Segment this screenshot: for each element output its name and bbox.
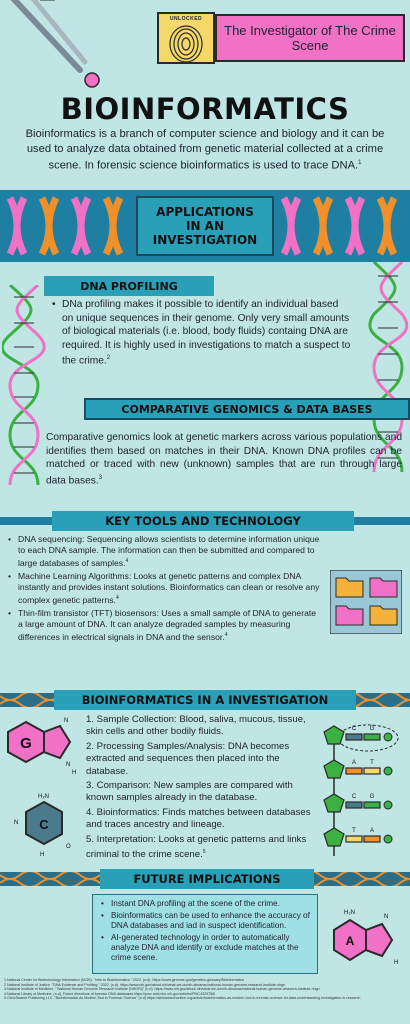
intro-paragraph	[14, 127, 396, 173]
dna-profiling-text: DNa profiling makes it possible to identify an individual based on unique sequences in their genome. Only very small amounts of biological materials (i.e. blood, body fluids) containg DNA are required. It is highly used in investigations to match a suspect to the crime.	[62, 299, 351, 367]
reference-item: 3.National Institute of Medicine. " National Human Genome Research Institute (NHGRI)" (n.d). https://www.nih.gov/about-nih/what-we-do/nih-almanac/national-human-genome-research-institute-nhgri	[4, 987, 320, 992]
bio-step	[86, 834, 312, 862]
key-tool-ref: 4	[224, 631, 228, 638]
pair-letter: C	[351, 726, 357, 732]
folders-icon	[330, 570, 402, 634]
applications-heading: APPLICATIONS IN AN INVESTIGATION	[152, 205, 258, 247]
guanine-atom-h: H	[72, 770, 77, 776]
key-tool-text: DNA sequencing: Sequencing allows scientists to determine information unique to each DNA sample. The information can then be submitted and compared to large databases of samples.	[18, 534, 320, 568]
bio-investigation-heading-box	[54, 690, 356, 710]
bio-investigation-steps-block	[86, 714, 312, 864]
future-item: • Bioinformatics can be used to enhance the accuracy of DNA databases and iad in suspect identification.	[101, 911, 311, 931]
dna-profiling-heading: DNA PROFILING	[80, 279, 178, 293]
guanine-label: G	[20, 735, 32, 752]
reference-item: 5.ClinicSearch Publishing LLC. "Bioinformatics As Modern Tool in Forensic Science" (n.d).https://clinicsearchonline.org/article/bioinformatics-as-modern-tool-in-forensic-science-for-data-understanding-investigation-in-research	[4, 996, 361, 1001]
reference-item: 4.National Library of Medicine. (n.d). Future directions of forensic DNA databases https://pmc.ncbi.nlm.nih.gov/articles/PMC4329756/	[4, 991, 216, 996]
guanine-molecule-icon	[0, 712, 80, 784]
dna-profiling-ref: 2	[106, 355, 111, 361]
comparative-text-block	[46, 431, 402, 487]
comparative-heading-box	[84, 398, 410, 420]
key-tool-text: Thin-film transistor (TFT) biosensors: Uses a small sample of DNA to generate a large amount of DNA. It can analyze degraded samples by measuring differences in electrical signals in DNA and the sensor.	[18, 607, 317, 642]
bio-step-text: 5. Interpretation: Looks at genetic patterns and links criminal to the crime scene.	[86, 833, 307, 861]
cytosine-atom-h: H	[40, 852, 45, 858]
key-tool-item	[8, 571, 320, 606]
header-tweezers-decoration	[0, 0, 120, 95]
comparative-ref: 3	[98, 474, 103, 481]
adenine-atom-h: H	[394, 960, 399, 966]
adenine-molecule-icon	[328, 904, 402, 974]
key-tool-text: Machine Learning Algorithms: Looks at genetic patterns and complex DNA instantly and provides instant solutions. Bioinformatics can clean or resolve any complex genetic patterns.	[18, 570, 320, 605]
pair-letter: A	[369, 828, 375, 834]
chromosome-row-right	[278, 194, 408, 258]
cytosine-atom-o: O	[66, 844, 71, 850]
bio-step-ref: 5	[202, 849, 206, 856]
bio-step: 2. Processing Samples/Analysis: DNA becomes extracted and sequences then placed into the database.	[86, 740, 290, 777]
future-heading: FUTURE IMPLICATIONS	[133, 872, 281, 886]
unlocked-logo	[157, 12, 215, 64]
bio-step: 1. Sample Collection: Blood, saliva, mucous, tissue, skin cells and other bodily fluids.	[86, 714, 306, 738]
future-item: • AI-generated technology in order to automatically analyze DNA and identify or exclude matches at the crime scene.	[101, 933, 311, 963]
guanine-atom-n1: N	[64, 718, 69, 724]
intro-ref: 1	[358, 160, 362, 166]
dna-helix-left-icon	[2, 285, 46, 485]
logo-text: UNLOCKED	[169, 16, 203, 22]
adenine-atom-n: N	[384, 914, 389, 920]
pair-letter: G	[369, 726, 375, 732]
dna-profiling-item	[52, 298, 352, 368]
pair-letter: G	[369, 794, 375, 800]
adenine-atom-nh2: H₂N	[344, 910, 355, 916]
cytosine-atom-n: N	[14, 820, 19, 826]
dna-profiling-heading-box	[44, 276, 214, 296]
key-tool-item	[8, 608, 320, 643]
fingerprint-icon	[159, 22, 213, 64]
pair-letter: T	[352, 828, 356, 834]
key-tools-heading: KEY TOOLS AND TECHNOLOGY	[105, 514, 301, 528]
future-heading-box	[100, 869, 314, 889]
future-list-box	[92, 894, 318, 974]
page-title: BIOINFORMATICS	[60, 92, 350, 126]
bio-step: 3. Comparison: New samples are compared with known samples already in the database.	[86, 780, 293, 804]
reference-item: 2.National Institute of Justice. "DNA Evidence and Profiling." 2022. (n.d). https://www.nih.gov/about-nih/what-we-do/nih-almanac/national-human-genome-research-institute-nhgri	[4, 982, 286, 987]
key-tool-item	[8, 534, 320, 569]
cytosine-label: C	[39, 817, 49, 832]
reference-item: 1.National Center for Biotechnology Information (NCBI). "Intro to Bioinformatics." 2022. (n.d). https://www.genome.gov/genetics-glossary/Bioinformatics	[4, 978, 245, 982]
dna-profiling-text-block	[52, 298, 352, 370]
key-tools-heading-box	[52, 511, 354, 531]
references-block	[4, 978, 406, 1001]
pair-letter: C	[351, 794, 357, 800]
key-tool-ref: 4	[115, 594, 119, 601]
future-item: • Instant DNA profiling at the scene of the crime.	[101, 899, 311, 909]
header-title: The Investigator of The Crime Scene	[224, 23, 396, 53]
key-tool-ref: 4	[125, 558, 129, 564]
nucleotide-pairing-diagram	[312, 716, 408, 866]
bio-step: 4. Bioinformatics: Finds matches between databases and traces ancestry and lineage.	[86, 806, 311, 831]
guanine-atom-n2: N	[66, 762, 71, 768]
intro-text: Bioinformatics is a branch of computer science and biology and it can be used to analyze data obtained from genetic material collected at a crime scene. In forensic science bioinformatics is used to trace DNA.	[25, 128, 385, 172]
pair-letter: T	[370, 760, 374, 766]
chromosome-row-left	[4, 194, 134, 258]
cytosine-molecule-icon	[10, 790, 80, 862]
key-tools-list-block	[8, 534, 320, 645]
pair-letter: A	[351, 760, 357, 766]
adenine-label: A	[345, 934, 355, 948]
comparative-heading: COMPARATIVE GENOMICS & DATA BASES	[121, 402, 373, 416]
bio-investigation-heading: BIOINFORMATICS IN A INVESTIGATION	[81, 693, 329, 707]
comparative-text: Comparative genomics look at genetic markers across various populations and identifies them based on matches in their DNA. Known DNA profiles can be matched or traced with new (unknown) samples that are run through large data bases.	[46, 432, 402, 486]
cytosine-atom-nh2: H₂N	[38, 794, 49, 800]
header-title-banner	[215, 14, 405, 62]
applications-heading-box	[136, 196, 274, 256]
